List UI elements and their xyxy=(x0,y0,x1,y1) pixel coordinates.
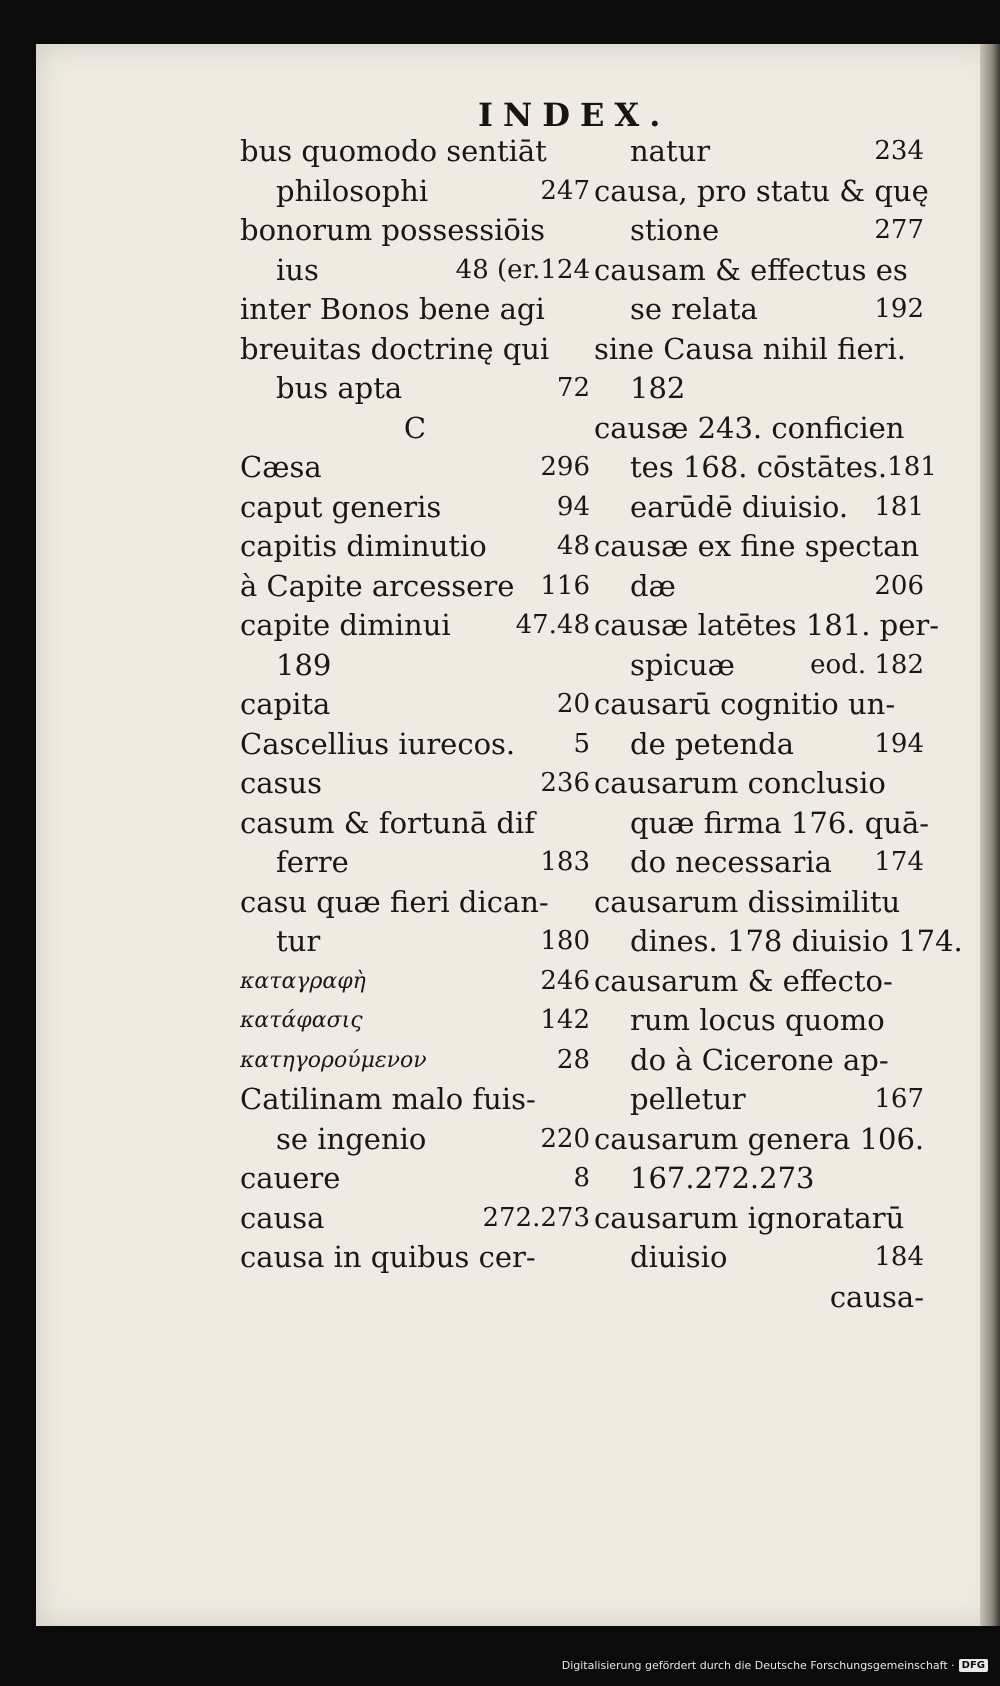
index-entry xyxy=(240,1199,590,1239)
entry-term: dæ xyxy=(630,568,676,603)
index-entry xyxy=(240,369,590,409)
entry-term: spicuæ xyxy=(630,647,735,682)
entry-term: causa, pro statu & quę xyxy=(594,173,929,208)
entry-term: Cascellius iurecos. xyxy=(240,726,516,761)
index-entry xyxy=(594,843,924,883)
index-entry xyxy=(594,962,924,1002)
index-entry xyxy=(240,488,590,528)
entry-term: causarum conclusio xyxy=(594,766,886,800)
index-entry xyxy=(594,883,924,923)
index-entry xyxy=(240,685,590,725)
entry-term: causæ 243. conficien xyxy=(594,410,905,445)
index-entry xyxy=(594,369,924,409)
entry-term: rum locus quomo xyxy=(630,1003,885,1037)
entry-term: natur xyxy=(630,134,711,168)
entry-page-ref: 296 xyxy=(540,452,590,482)
entry-term: se ingenio xyxy=(276,1121,427,1156)
entry-page-ref: 48 xyxy=(556,531,590,561)
entry-term: à Capite arcessere xyxy=(240,568,515,603)
entry-term: inter Bonos bene agi xyxy=(240,292,545,326)
entry-term: diuisio xyxy=(630,1240,728,1274)
entry-page-ref: 5 xyxy=(573,728,590,759)
index-entry xyxy=(594,1120,924,1160)
index-entry xyxy=(240,843,590,883)
entry-term: capita xyxy=(240,687,331,721)
index-column-left xyxy=(240,132,590,1278)
index-entry xyxy=(240,330,590,370)
entry-page-ref: 8 xyxy=(573,1163,590,1193)
entry-term: earūdē diuisio. xyxy=(630,489,849,524)
entry-page-ref: 181 xyxy=(874,491,924,522)
entry-term: κατηγορούμενον xyxy=(240,1047,427,1073)
entry-term: causam & effectus es xyxy=(594,252,908,287)
index-entry xyxy=(594,1041,924,1081)
entry-term: Catilinam malo fuis- xyxy=(240,1082,536,1116)
index-entry xyxy=(594,448,937,488)
entry-page-ref: 167 xyxy=(874,1084,924,1114)
index-entry xyxy=(240,1001,590,1041)
index-entry xyxy=(240,1159,590,1199)
entry-term: 182 xyxy=(630,371,686,405)
index-entry xyxy=(594,922,963,962)
entry-page-ref: eod. 182 xyxy=(810,649,924,680)
index-column-right xyxy=(594,132,963,1317)
index-entry xyxy=(240,962,590,1002)
entry-page-ref: 142 xyxy=(540,1005,590,1035)
entry-term: causarum & effecto- xyxy=(594,963,893,998)
entry-page-ref: 194 xyxy=(874,728,924,759)
entry-term: tes 168. cōstātes. xyxy=(630,450,888,484)
index-entry xyxy=(240,883,590,923)
index-entry xyxy=(594,1238,924,1278)
entry-term: causarum genera 106. xyxy=(594,1121,925,1156)
index-entry xyxy=(240,290,590,330)
entry-term: philosophi xyxy=(276,173,429,208)
entry-page-ref: 206 xyxy=(874,570,924,601)
entry-term: Cæsa xyxy=(240,450,322,484)
entry-page-ref: 116 xyxy=(540,570,590,601)
index-entry xyxy=(594,764,924,804)
entry-term: capitis diminutio xyxy=(240,529,487,563)
entry-term: do necessaria xyxy=(630,845,832,879)
page-header: INDEX. xyxy=(478,96,671,134)
entry-term: 189 xyxy=(276,647,332,682)
entry-term: caput generis xyxy=(240,489,442,524)
entry-term: causarū cognitio un- xyxy=(594,687,896,721)
index-entry xyxy=(594,1278,924,1318)
page-edge xyxy=(980,44,1000,1626)
index-entry xyxy=(240,1120,590,1160)
digitization-credit xyxy=(562,1659,988,1672)
index-entry xyxy=(240,1041,590,1081)
entry-page-ref: 247 xyxy=(540,175,590,206)
entry-term: casum & fortunā dif xyxy=(240,805,535,840)
index-entry xyxy=(594,330,924,370)
entry-page-ref: 181 xyxy=(887,452,937,482)
index-entry xyxy=(594,488,924,528)
index-entry xyxy=(240,132,590,172)
entry-page-ref: 184 xyxy=(874,1242,924,1272)
index-entry xyxy=(240,922,590,962)
entry-page-ref: 236 xyxy=(540,768,590,798)
index-entry xyxy=(240,251,590,291)
entry-page-ref: 180 xyxy=(540,926,590,956)
entry-term: κατάφασις xyxy=(240,1008,363,1033)
entry-term: 167.272.273 xyxy=(630,1161,815,1195)
entry-term: casu quæ fieri dican- xyxy=(240,884,549,919)
entry-page-ref: 47.48 xyxy=(515,610,590,640)
index-entry xyxy=(594,646,924,686)
index-entry xyxy=(594,1080,924,1120)
entry-term: causæ ex fine spectan xyxy=(594,529,920,563)
index-entry xyxy=(594,172,929,212)
entry-term: bonorum possessiōis xyxy=(240,213,546,247)
index-entry xyxy=(240,606,590,646)
entry-page-ref: 192 xyxy=(874,294,924,324)
index-entry xyxy=(240,211,590,251)
index-entry xyxy=(594,527,924,567)
index-entry xyxy=(594,251,924,291)
entry-term: καταγραφὴ xyxy=(240,968,366,994)
entry-term: causa- xyxy=(829,1279,924,1314)
index-entry xyxy=(240,172,590,212)
credit-text: Digitalisierung gefördert durch die Deutsche Forschungsgemeinschaft · xyxy=(561,1659,955,1672)
index-entry xyxy=(594,290,924,330)
entry-term: capite diminui xyxy=(240,608,451,642)
index-entry xyxy=(240,1080,590,1120)
index-entry xyxy=(594,1199,924,1239)
entry-page-ref: 20 xyxy=(556,689,590,719)
index-entry xyxy=(594,1159,924,1199)
index-entry xyxy=(240,764,590,804)
index-entry xyxy=(240,725,590,765)
entry-page-ref: 277 xyxy=(874,215,924,245)
entry-page-ref: 234 xyxy=(874,136,924,166)
entry-term: C xyxy=(403,410,427,445)
entry-term: ius xyxy=(276,252,319,287)
entry-page-ref: 183 xyxy=(540,847,590,877)
entry-term: do à Cicerone ap- xyxy=(630,1042,889,1077)
entry-term: dines. 178 diuisio 174. xyxy=(630,924,963,958)
index-entry xyxy=(594,685,924,725)
entry-term: pelletur xyxy=(630,1082,746,1116)
entry-term: causæ latētes 181. per- xyxy=(594,608,940,642)
index-entry xyxy=(594,804,930,844)
dfg-logo: DFG xyxy=(959,1659,988,1672)
entry-term: causa xyxy=(240,1200,325,1235)
index-entry xyxy=(594,409,924,449)
index-entry xyxy=(240,567,590,607)
entry-term: causarum ignoratarū xyxy=(594,1200,905,1235)
entry-term: bus apta xyxy=(276,371,403,405)
index-entry xyxy=(594,1001,924,1041)
entry-page-ref: 94 xyxy=(556,491,590,522)
entry-term: quæ firma 176. quā- xyxy=(630,805,930,840)
entry-page-ref: 72 xyxy=(556,373,590,403)
entry-term: causa in quibus cer- xyxy=(240,1240,536,1274)
entry-term: casus xyxy=(240,766,322,800)
entry-page-ref: 246 xyxy=(540,965,590,996)
index-entry xyxy=(240,409,590,449)
entry-term: ferre xyxy=(276,845,349,879)
index-entry xyxy=(240,527,590,567)
index-entry xyxy=(240,804,590,844)
entry-term: cauere xyxy=(240,1161,341,1195)
index-entry xyxy=(594,211,924,251)
index-entry xyxy=(240,646,590,686)
index-entry xyxy=(240,448,590,488)
entry-term: sine Causa nihil fieri. xyxy=(594,331,907,366)
entry-term: bus quomodo sentiāt xyxy=(240,134,547,168)
index-entry xyxy=(594,567,924,607)
entry-term: de petenda xyxy=(630,726,795,761)
index-entry xyxy=(240,1238,590,1278)
entry-page-ref: 220 xyxy=(540,1123,590,1154)
index-entry xyxy=(594,132,924,172)
entry-page-ref: 48 (er.124 xyxy=(455,254,590,285)
entry-term: se relata xyxy=(630,292,758,326)
entry-page-ref: 272.273 xyxy=(482,1202,590,1233)
index-entry xyxy=(594,725,924,765)
index-entry xyxy=(594,606,940,646)
entry-term: tur xyxy=(276,924,321,958)
entry-term: causarum dissimilitu xyxy=(594,884,901,919)
entry-term: stione xyxy=(630,213,720,247)
entry-page-ref: 28 xyxy=(556,1044,590,1075)
entry-term: breuitas doctrinę qui xyxy=(240,331,550,366)
entry-page-ref: 174 xyxy=(874,847,924,877)
